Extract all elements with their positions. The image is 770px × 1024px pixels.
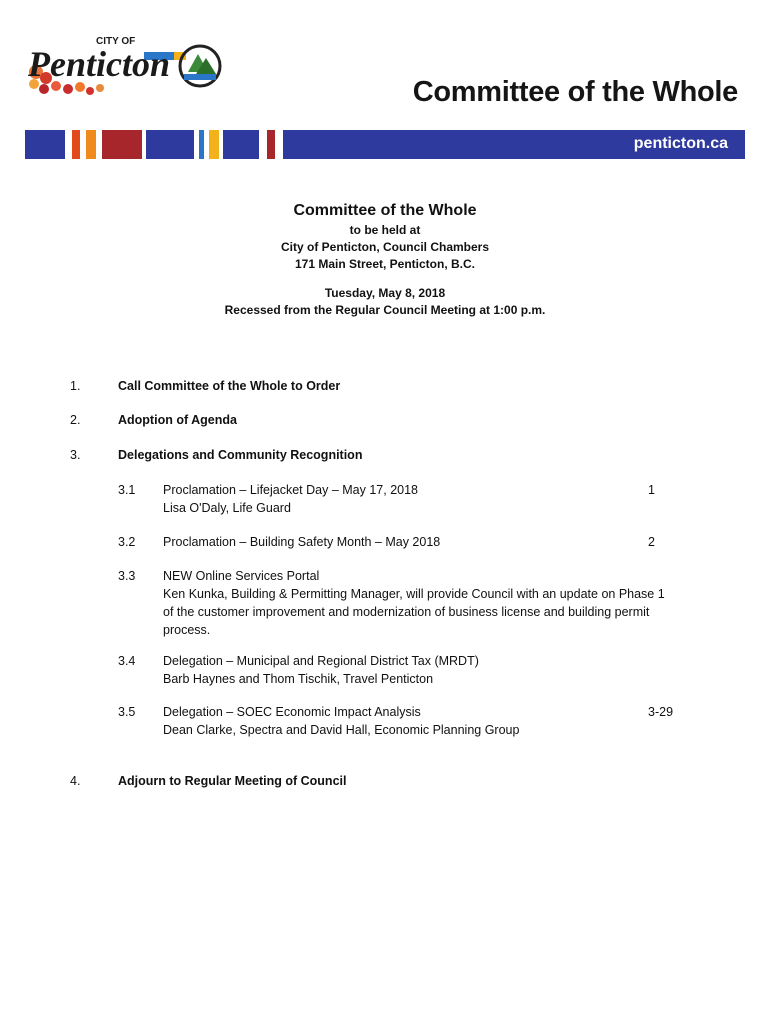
agenda-item-title: Call Committee of the Whole to Order — [118, 379, 341, 393]
stripe-segment — [146, 130, 194, 159]
subitem-line: Ken Kunka, Building & Permitting Manager, will provide Council with an update on Phase 1 — [163, 587, 665, 601]
subitem-text — [163, 652, 688, 688]
subitem-line: of the customer improvement and modernization of business license and building permit — [163, 605, 650, 619]
logo-city-of-text: CITY OF — [96, 36, 136, 47]
stripe-segment — [86, 130, 96, 159]
stripe-segment — [209, 130, 219, 159]
stripe-segment — [102, 130, 142, 159]
subitem-text — [163, 481, 688, 517]
agenda-item-number: 1. — [70, 379, 81, 393]
stripe-segment — [267, 130, 275, 159]
agenda-item-number: 3. — [70, 448, 81, 462]
agenda-item-number: 4. — [70, 774, 81, 788]
document-title: Committee of the Whole — [412, 76, 738, 108]
logo-wordmark-text: Penticton — [28, 44, 170, 84]
subitem-page-ref: 2 — [648, 535, 655, 549]
subitem-text — [163, 703, 688, 739]
meeting-line1: to be held at — [349, 223, 421, 237]
subitem-page-ref: 1 — [648, 483, 655, 497]
subitem-line: Dean Clarke, Spectra and David Hall, Economic Planning Group — [163, 723, 520, 737]
subitem-line: Delegation – Municipal and Regional District Tax (MRDT) — [163, 654, 479, 668]
stripe-segment — [199, 130, 204, 159]
subitem-line: Delegation – SOEC Economic Impact Analysis — [163, 705, 421, 719]
subitem-line: NEW Online Services Portal — [163, 569, 320, 583]
subitem-line: Proclamation – Lifejacket Day – May 17, 2018 — [163, 483, 418, 497]
stripe-segment — [72, 130, 80, 159]
agenda-item-title: Adoption of Agenda — [118, 413, 237, 427]
city-logo — [24, 26, 224, 104]
subitem-number: 3.3 — [118, 569, 136, 583]
subitem-number: 3.4 — [118, 654, 136, 668]
subitem-page-ref: 3-29 — [648, 705, 674, 719]
agenda-item-title: Adjourn to Regular Meeting of Council — [118, 774, 347, 788]
stripe-segment — [25, 130, 65, 159]
meeting-info — [0, 200, 770, 319]
subitem-text — [163, 567, 688, 639]
subitem-number: 3.1 — [118, 483, 136, 497]
meeting-location: City of Penticton, Council Chambers — [280, 240, 490, 254]
meeting-date: Tuesday, May 8, 2018 — [324, 286, 446, 300]
site-url-link[interactable]: penticton.ca — [633, 135, 728, 152]
subitem-line: Lisa O'Daly, Life Guard — [163, 501, 291, 515]
subitem-text — [163, 533, 688, 551]
subitem-line: Barb Haynes and Thom Tischik, Travel Penticton — [163, 672, 434, 686]
meeting-title: Committee of the Whole — [293, 202, 477, 219]
meeting-address: 171 Main Street, Penticton, B.C. — [294, 257, 476, 271]
agenda-item-title: Delegations and Community Recognition — [118, 448, 363, 462]
penticton-logo-graphic — [24, 26, 224, 104]
meeting-recess-note: Recessed from the Regular Council Meeting at 1:00 p.m. — [224, 303, 546, 317]
stripe-segment — [223, 130, 259, 159]
subitem-number: 3.2 — [118, 535, 136, 549]
subitem-line: process. — [163, 623, 211, 637]
agenda-item-number: 2. — [70, 413, 81, 427]
subitem-number: 3.5 — [118, 705, 136, 719]
subitem-line: Proclamation – Building Safety Month – May 2018 — [163, 535, 441, 549]
